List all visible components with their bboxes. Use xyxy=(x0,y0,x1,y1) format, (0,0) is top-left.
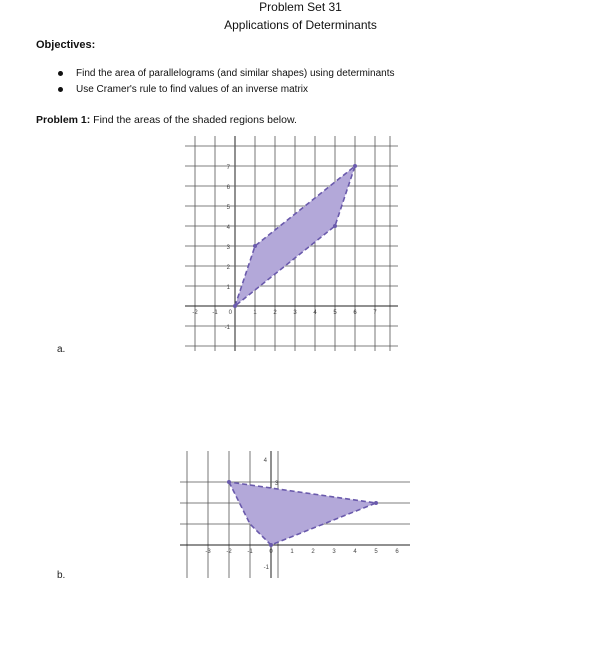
vertex-point xyxy=(227,480,231,484)
bullet-icon xyxy=(58,71,63,76)
y-tick: 4 xyxy=(263,458,267,464)
y-tick: 6 xyxy=(226,185,230,191)
graph-b xyxy=(175,446,410,586)
objectives-list xyxy=(58,67,395,99)
y-tick: 7 xyxy=(226,165,230,171)
y-tick: 4 xyxy=(226,225,230,231)
objectives-heading: Objectives: xyxy=(36,39,96,51)
x-tick: 6 xyxy=(395,549,399,555)
x-tick: -2 xyxy=(226,549,232,555)
vertex-point xyxy=(374,501,378,505)
shaded-quadrilateral xyxy=(229,482,376,545)
x-tick: -1 xyxy=(212,310,218,316)
part-a-label: a. xyxy=(57,344,66,355)
problem-1-text: Find the areas of the shaded regions below. xyxy=(90,114,297,126)
x-tick: -1 xyxy=(247,549,253,555)
x-tick: -2 xyxy=(192,310,198,316)
x-tick: 5 xyxy=(374,549,378,555)
y-tick: 1 xyxy=(226,285,230,291)
page-subtitle: Applications of Determinants xyxy=(224,18,377,32)
vertex-point xyxy=(253,244,257,248)
page-title: Problem Set 31 xyxy=(259,0,342,14)
x-tick: 0 xyxy=(228,310,232,316)
x-tick: -3 xyxy=(205,549,211,555)
x-tick: 3 xyxy=(332,549,336,555)
x-tick: 0 xyxy=(269,549,273,555)
x-tick: 1 xyxy=(290,549,294,555)
y-tick: 5 xyxy=(226,205,230,211)
x-tick: 5 xyxy=(333,310,337,316)
x-tick: 1 xyxy=(253,310,257,316)
part-b-label: b. xyxy=(57,570,66,581)
graph-a xyxy=(180,136,400,356)
vertex-point xyxy=(233,304,237,308)
problem-1-label: Problem 1: xyxy=(36,114,91,126)
y-tick: -1 xyxy=(263,565,269,571)
x-tick: 4 xyxy=(353,549,357,555)
y-tick: -1 xyxy=(224,325,230,331)
bullet-icon xyxy=(58,87,63,92)
vertex-point xyxy=(269,543,273,547)
problem-1-statement xyxy=(36,114,297,126)
x-tick: 2 xyxy=(311,549,315,555)
x-tick: 2 xyxy=(273,310,277,316)
objective-text: Use Cramer's rule to find values of an inverse matrix xyxy=(76,84,308,95)
y-tick: 3 xyxy=(275,481,279,487)
x-tick: 6 xyxy=(353,310,357,316)
x-tick: 4 xyxy=(313,310,317,316)
x-tick: 7 xyxy=(373,310,377,316)
x-tick: 3 xyxy=(293,310,297,316)
y-tick: 2 xyxy=(226,265,230,271)
objective-item xyxy=(58,83,395,97)
y-tick: 3 xyxy=(226,245,230,251)
vertex-point xyxy=(353,164,357,168)
vertex-point xyxy=(333,224,337,228)
objective-item xyxy=(58,67,395,81)
objective-text: Find the area of parallelograms (and similar shapes) using determinants xyxy=(76,68,395,79)
